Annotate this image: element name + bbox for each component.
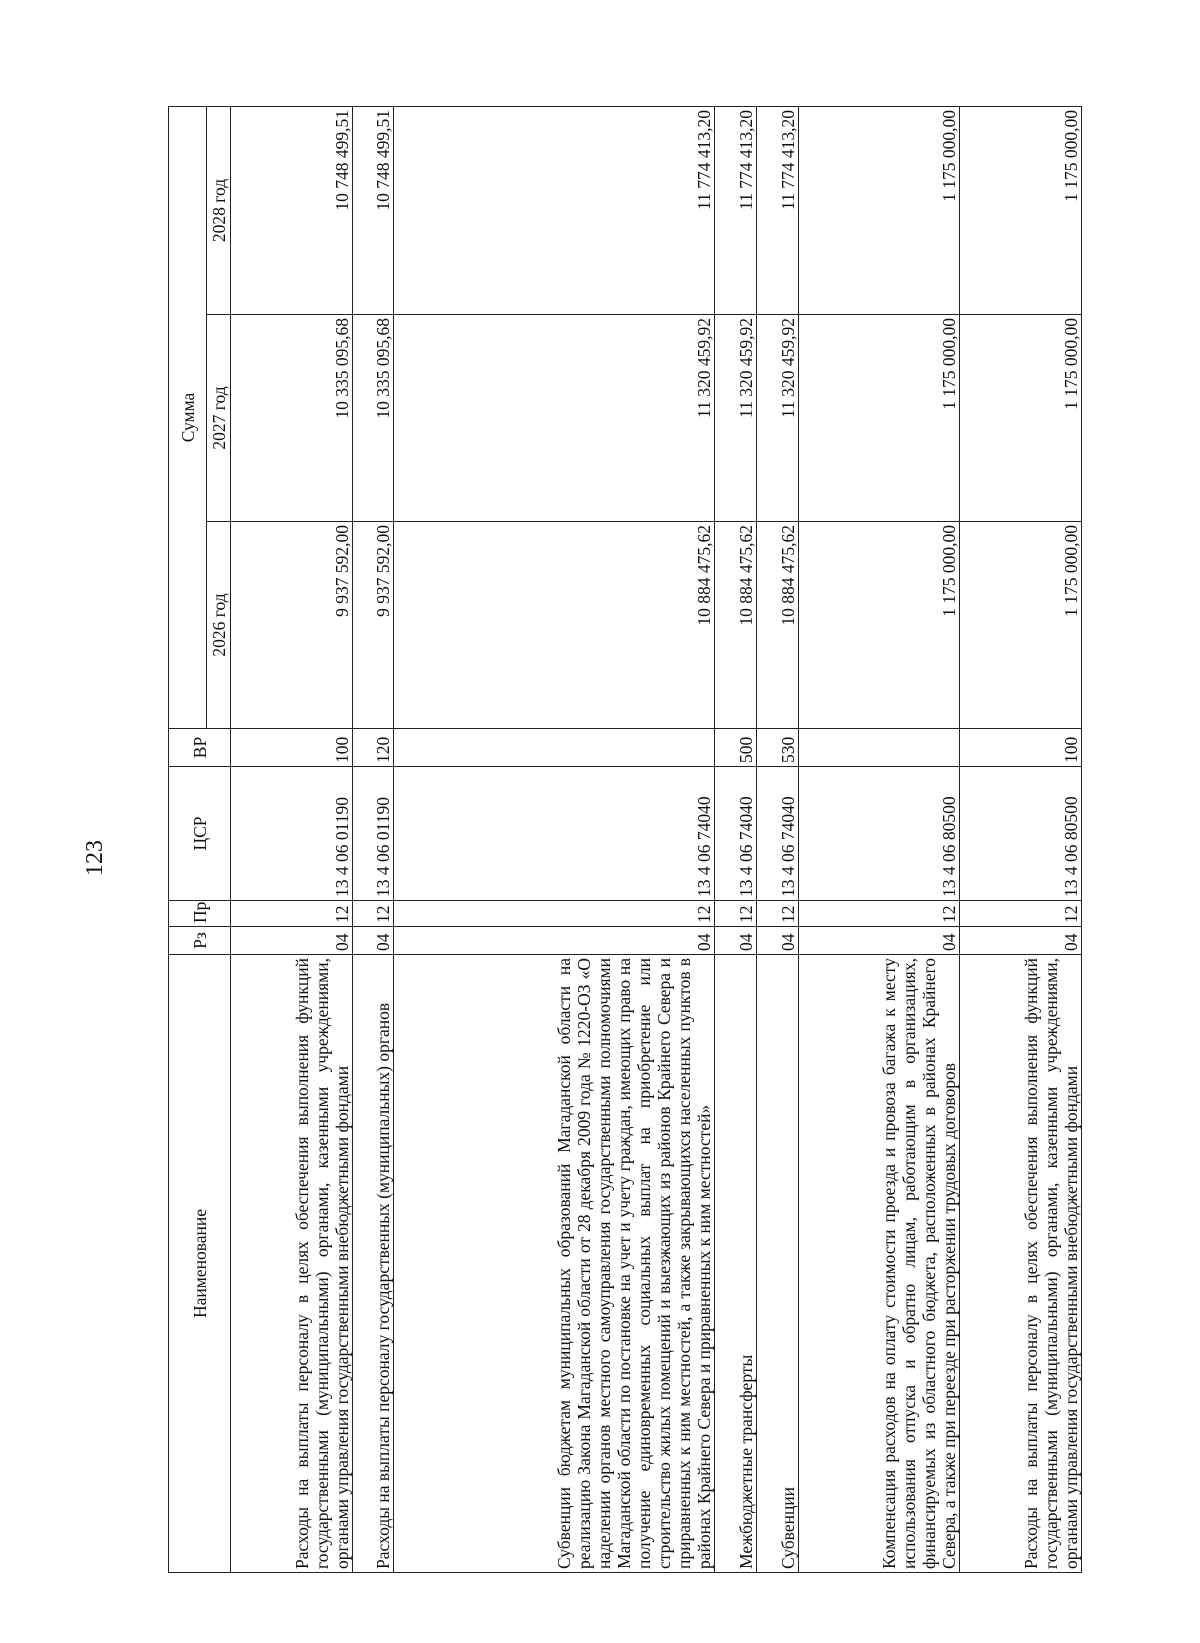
row-csr: 13 4 06 74040 bbox=[394, 767, 715, 901]
row-rz: 04 bbox=[798, 927, 959, 955]
budget-table bbox=[168, 106, 1082, 1573]
header-2026: 2026 год bbox=[207, 522, 231, 729]
row-sum-2028: 11 774 413,20 bbox=[394, 106, 715, 314]
table-row bbox=[715, 106, 757, 1572]
row-name: Расходы на выплаты персоналу в целях обеспечения выполнения функций государственными (муниципальными) органами, казенными учреждениями, органами управления государственными внебюджетными фондами bbox=[231, 955, 353, 1573]
table-row bbox=[798, 106, 959, 1572]
row-rz: 04 bbox=[960, 927, 1082, 955]
row-sum-2027: 1 175 000,00 bbox=[960, 315, 1082, 522]
row-pr: 12 bbox=[231, 901, 353, 927]
row-csr: 13 4 06 01190 bbox=[231, 767, 353, 901]
row-vr: 100 bbox=[231, 729, 353, 767]
row-sum-2028: 11 774 413,20 bbox=[715, 106, 757, 314]
row-sum-2026: 10 884 475,62 bbox=[757, 522, 799, 729]
header-vr: ВР bbox=[169, 729, 231, 767]
row-vr: 530 bbox=[757, 729, 799, 767]
row-vr bbox=[394, 729, 715, 767]
row-vr bbox=[798, 729, 959, 767]
row-rz: 04 bbox=[231, 927, 353, 955]
table-row bbox=[960, 106, 1082, 1572]
row-sum-2027: 11 320 459,92 bbox=[757, 315, 799, 522]
row-sum-2026: 9 937 592,00 bbox=[231, 522, 353, 729]
page-number: 123 bbox=[82, 840, 108, 876]
row-sum-2028: 11 774 413,20 bbox=[757, 106, 799, 314]
row-sum-2027: 11 320 459,92 bbox=[394, 315, 715, 522]
row-sum-2028: 10 748 499,51 bbox=[352, 106, 394, 314]
row-pr: 12 bbox=[715, 901, 757, 927]
table-row bbox=[757, 106, 799, 1572]
row-pr: 12 bbox=[960, 901, 1082, 927]
table-row bbox=[231, 106, 353, 1572]
row-sum-2027: 1 175 000,00 bbox=[798, 315, 959, 522]
row-sum-2027: 10 335 095,68 bbox=[352, 315, 394, 522]
row-sum-2028: 1 175 000,00 bbox=[960, 106, 1082, 314]
row-csr: 13 4 06 74040 bbox=[757, 767, 799, 901]
row-sum-2027: 10 335 095,68 bbox=[231, 315, 353, 522]
row-sum-2027: 11 320 459,92 bbox=[715, 315, 757, 522]
header-rz: Рз bbox=[169, 927, 231, 955]
row-name: Расходы на выплаты персоналу государственных (муниципальных) органов bbox=[352, 955, 394, 1573]
row-pr: 12 bbox=[394, 901, 715, 927]
row-sum-2028: 1 175 000,00 bbox=[798, 106, 959, 314]
row-rz: 04 bbox=[394, 927, 715, 955]
table-row bbox=[352, 106, 394, 1572]
row-pr: 12 bbox=[757, 901, 799, 927]
row-sum-2026: 1 175 000,00 bbox=[960, 522, 1082, 729]
row-pr: 12 bbox=[352, 901, 394, 927]
table-row bbox=[394, 106, 715, 1572]
row-rz: 04 bbox=[715, 927, 757, 955]
row-sum-2026: 1 175 000,00 bbox=[798, 522, 959, 729]
header-name: Наименование bbox=[169, 955, 231, 1573]
row-vr: 120 bbox=[352, 729, 394, 767]
row-sum-2026: 10 884 475,62 bbox=[715, 522, 757, 729]
row-sum-2026: 10 884 475,62 bbox=[394, 522, 715, 729]
row-name: Субвенции бюджетам муниципальных образований Магаданской области на реализацию Закона Магаданской области от 28 декабря 2009 года № 1220-ОЗ «О наделении органов местного самоуправления государственными полномочиями Магаданской области по постановке на учет и учету граждан, имеющих право на получение единовременных социальных выплат на приобретение или строительство жилых помещений и выезжающих из районов Крайнего Севера и приравненных к ним местностей, а также закрывающихся населенных пунктов в районах Крайнего Севера и приравненных к ним местностей» bbox=[394, 955, 715, 1573]
row-vr: 100 bbox=[960, 729, 1082, 767]
row-csr: 13 4 06 74040 bbox=[715, 767, 757, 901]
row-csr: 13 4 06 80500 bbox=[960, 767, 1082, 901]
row-name: Субвенции bbox=[757, 955, 799, 1573]
rotated-table-wrapper bbox=[168, 107, 1082, 1573]
header-2027: 2027 год bbox=[207, 315, 231, 522]
row-sum-2028: 10 748 499,51 bbox=[231, 106, 353, 314]
row-rz: 04 bbox=[352, 927, 394, 955]
row-name: Расходы на выплаты персоналу в целях обеспечения выполнения функций государственными (муниципальными) органами, казенными учреждениями, органами управления государственными внебюджетными фондами bbox=[960, 955, 1082, 1573]
row-csr: 13 4 06 80500 bbox=[798, 767, 959, 901]
header-csr: ЦСР bbox=[169, 767, 231, 901]
row-csr: 13 4 06 01190 bbox=[352, 767, 394, 901]
header-sum: Сумма bbox=[169, 106, 207, 728]
header-pr: Пр bbox=[169, 901, 231, 927]
row-name: Межбюджетные трансферты bbox=[715, 955, 757, 1573]
row-rz: 04 bbox=[757, 927, 799, 955]
row-pr: 12 bbox=[798, 901, 959, 927]
header-2028: 2028 год bbox=[207, 106, 231, 314]
row-name: Компенсация расходов на оплату стоимости проезда и провоза багажа к месту использования отпуска и обратно лицам, работающим в организациях, финансируемых из областного бюджета, расположенных в районах Крайнего Севера, а также при переезде при расторжении трудовых договоров bbox=[798, 955, 959, 1573]
row-vr: 500 bbox=[715, 729, 757, 767]
row-sum-2026: 9 937 592,00 bbox=[352, 522, 394, 729]
